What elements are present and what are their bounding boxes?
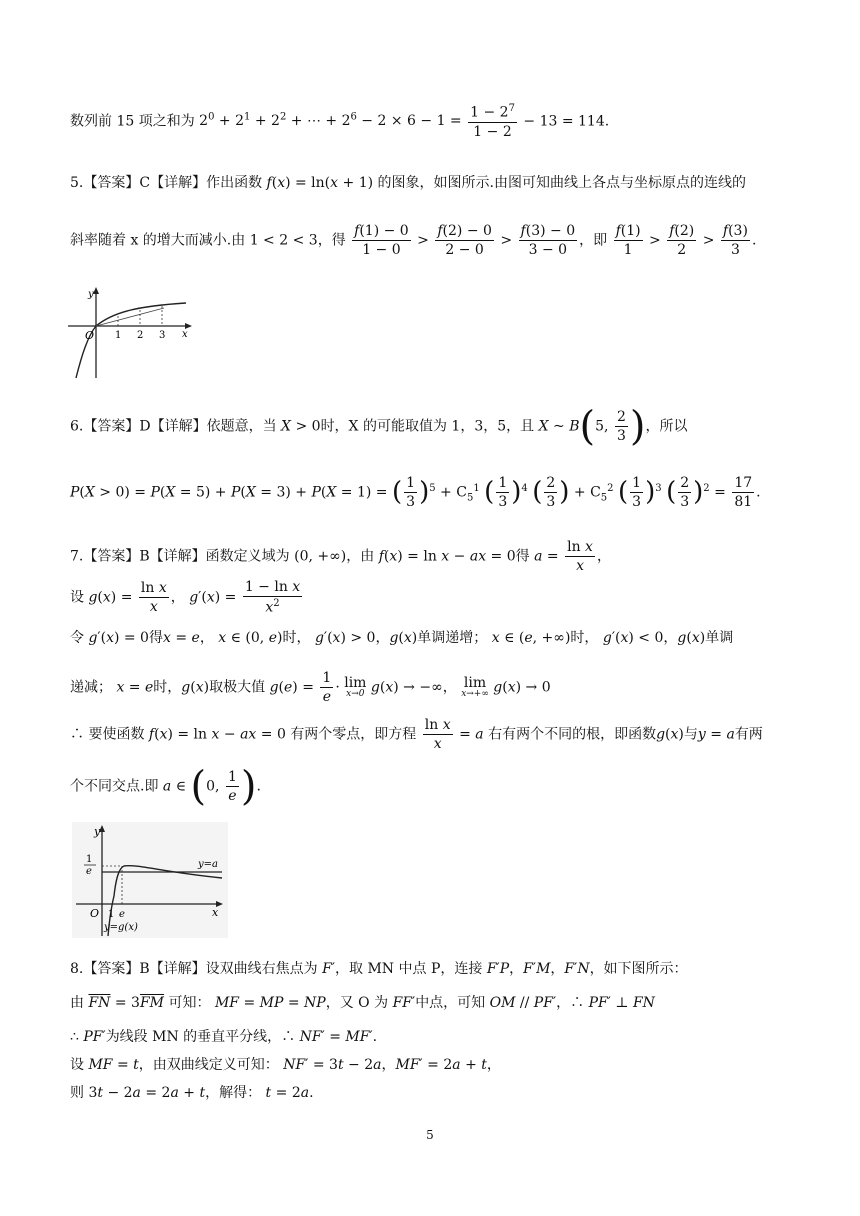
svg-text:x: x [182,329,188,340]
svg-text:O: O [90,907,100,920]
svg-text:O: O [85,329,95,342]
p8-line2: 由 $\overline{FN} = 3\overline{FM}$ 可知： MF = MP = NP，又 O 为 FF′中点，可知 OM // PF′，∴ PF′ ⊥ FN [70,995,655,1011]
svg-text:y=g(x): y=g(x) [104,922,138,933]
svg-text:y=a: y=a [198,859,218,870]
p5-line2: 斜率随着 x 的增大而减小.由 1 < 2 < 3，得 $\frac{f(1) - 0}{1 - 0}$ > $\frac{f(2) - 0}{2 - 0}$ > $\frac{f(3) - 0}{3 - 0}$ ，即 $\frac{f(1)}{1}$ > $\frac{f(2)}{2}$ > $\frac{f(3)}{3}$ . [70,223,757,258]
svg-text:1: 1 [86,854,93,865]
svg-text:1: 1 [115,330,122,341]
p5-line1: 5.【答案】C【详解】作出函数 f(x) = ln(x + 1) 的图象，如图所示.由图可知曲线上各点与坐标原点的连线的 [70,175,746,191]
p7-line5: ∴ 要使函数 f(x) = ln x − ax = 0 有两个零点，即方程 $\frac{\text{ln x}}{x}$ = a 右有两个不同的根，即函数g(x)与y = a有两 [70,717,763,752]
svg-text:e: e [86,866,92,877]
svg-text:y: y [94,825,101,838]
svg-text:2: 2 [137,330,144,341]
figure-g-graph [72,822,228,938]
p8-line3: ∴ PF′为线段 MN 的垂直平分线，∴ NF′ = MF′. [70,1029,378,1045]
p8-line5: 则 3t − 2a = 2a + t，解得： t = 2a. [70,1085,314,1101]
p7-line2: 设 g(x) = $\frac{\text{ln x}}{x}$ ， g′(x) = $\frac{\text{1 − ln x}}{x^2}$ [70,579,301,616]
svg-text:x: x [212,906,219,919]
svg-text:y: y [88,289,94,300]
svg-text:1: 1 [108,909,115,920]
p7-line4: 递减； x = e时，g(x)取极大值 g(e) = $\frac{1}{e}$ · lim x→0 g(x) → −∞， lim x→+∞ g(x) → 0 [70,670,551,705]
p7-line1: 7.【答案】B【详解】函数定义域为 (0, +∞)，由 f(x) = ln x − ax = 0得 a = $\frac{\text{ln x}}{x}$ ， [70,539,611,574]
svg-text:e: e [119,909,125,920]
p6-line2: P(X > 0) = P(X = 5) + P(X = 3) + P(X = 1) = ( $\frac{1}{3}$ )$^5 + C_5^1$ ( $\frac{1}{3}$ )$^4$ ( $\frac{2}{3}$ ) + $C_5^2$ ( $\frac{1}{3}$ )$^3$ ( $\frac{2}{3}$ )$^2$ = $\frac{17}{81}$ . [70,475,761,510]
page-number: 5 [426,1128,434,1142]
svg-text:3: 3 [159,330,166,341]
figure-ln-graph [68,284,198,380]
line-sum: 数列前 15 项之和为 $2^0 + 2^1 + 2^2$ + ⋯ + $2^6 - 2 \times 6 - 1$ = $\frac{1 - 2^7}{1 - 2}$ − 13 = 114. [70,103,610,140]
p6-line1: 6.【答案】D【详解】依题意，当 X > 0时，X 的可能取值为 1，3，5，且 X ~ B(5, $\frac{2}{3}$ )，所以 [70,403,688,450]
p7-line6: 个不同交点.即 a ∈ (0, $\frac{1}{e}$ ). [70,763,261,810]
p7-line3: 令 g′(x) = 0得x = e， x ∈ (0, e)时， g′(x) > 0，g(x)单调递增； x ∈ (e, +∞)时， g′(x) < 0，g(x)单调 [70,630,734,646]
p8-line1: 8.【答案】B【详解】设双曲线右焦点为 F′，取 MN 中点 P，连接 F′P，F′M，F′N，如下图所示： [70,961,688,977]
p8-line4: 设 MF = t，由双曲线定义可知： NF′ = 3t − 2a，MF′ = 2a + t， [70,1057,501,1073]
